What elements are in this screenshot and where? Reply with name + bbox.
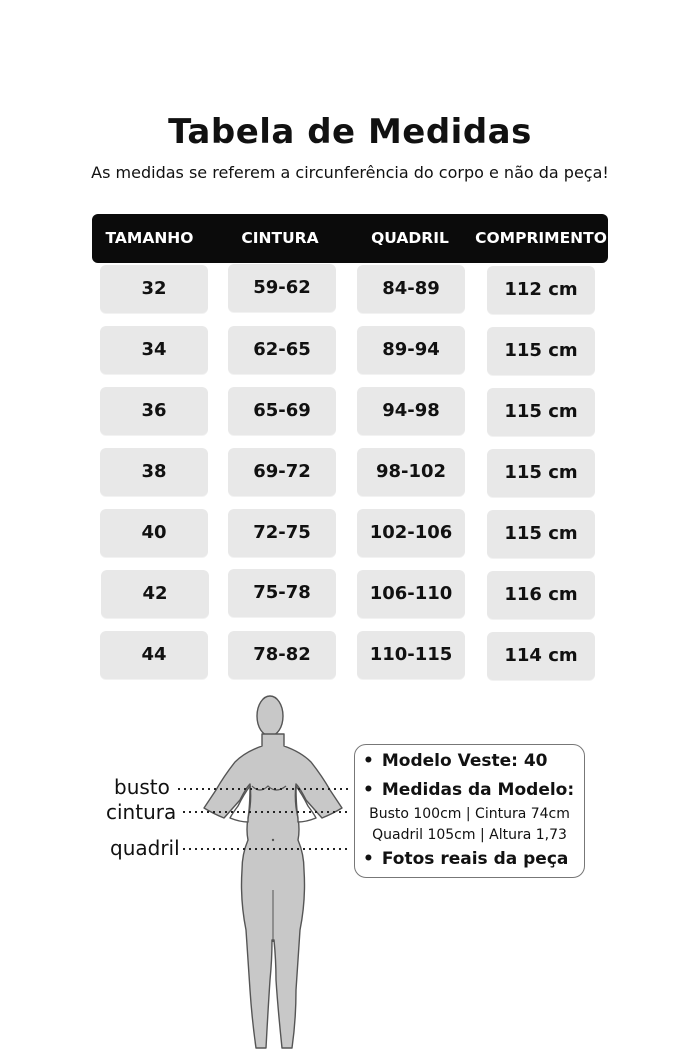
table-cell: 40 <box>100 509 208 557</box>
table-cell: 115 cm <box>487 327 595 375</box>
table-cell: 84-89 <box>357 265 465 313</box>
label-cintura: cintura <box>106 800 177 824</box>
table-cell: 72-75 <box>228 509 336 557</box>
model-size: • Modelo Veste: 40 <box>355 751 592 771</box>
table-cell: 34 <box>100 326 208 374</box>
model-info-box <box>354 744 585 878</box>
table-cell: 94-98 <box>357 387 465 435</box>
label-quadril: quadril <box>110 836 180 860</box>
table-cell: 114 cm <box>487 632 595 680</box>
model-measures-title: • Medidas da Modelo: <box>355 780 592 800</box>
header-cintura: CINTURA <box>241 229 319 247</box>
table-cell: 42 <box>101 570 209 618</box>
table-cell: 89-94 <box>357 326 465 374</box>
table-cell: 110-115 <box>357 631 465 679</box>
table-cell: 62-65 <box>228 326 336 374</box>
real-photos-note: • Fotos reais da peça <box>355 849 592 869</box>
table-cell: 59-62 <box>228 264 336 312</box>
table-cell: 112 cm <box>487 266 595 314</box>
table-cell: 115 cm <box>487 449 595 497</box>
table-cell: 106-110 <box>357 570 465 618</box>
table-cell: 116 cm <box>487 571 595 619</box>
header-quadril: QUADRIL <box>371 229 449 247</box>
page-title: Tabela de Medidas <box>168 112 532 152</box>
table-cell: 36 <box>100 387 208 435</box>
page-subtitle: As medidas se referem a circunferência do corpo e não da peça! <box>91 163 609 182</box>
table-cell: 78-82 <box>228 631 336 679</box>
table-cell: 65-69 <box>228 387 336 435</box>
table-cell: 115 cm <box>487 510 595 558</box>
label-busto: busto <box>114 775 170 799</box>
table-cell: 38 <box>100 448 208 496</box>
model-measures-line2: Quadril 105cm | Altura 1,73 <box>372 827 567 843</box>
table-cell: 115 cm <box>487 388 595 436</box>
table-cell: 44 <box>100 631 208 679</box>
model-measures-line1: Busto 100cm | Cintura 74cm <box>369 806 570 822</box>
table-cell: 75-78 <box>228 569 336 617</box>
table-cell: 102-106 <box>357 509 465 557</box>
table-cell: 32 <box>100 265 208 313</box>
table-cell: 98-102 <box>357 448 465 496</box>
table-cell: 69-72 <box>228 448 336 496</box>
header-tamanho: TAMANHO <box>105 229 194 247</box>
header-comprimento: COMPRIMENTO <box>475 229 607 247</box>
